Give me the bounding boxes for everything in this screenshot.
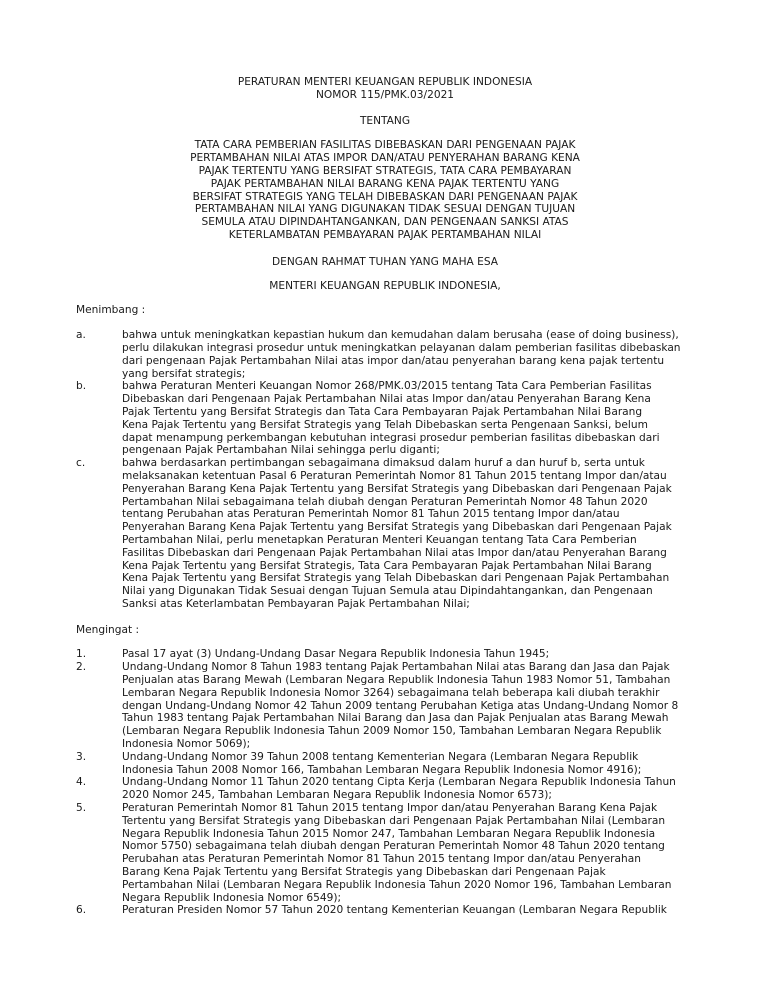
item-text-line: Sanksi atas Keterlambatan Pembayaran Pajak Pertambahan Nilai; bbox=[122, 597, 470, 610]
item-text-line: Tertentu yang Bersifat Strategis yang Dibebaskan dari Pengenaan Pajak Pertambahan Nilai (Lembaran bbox=[122, 814, 666, 827]
menimbang-item bbox=[0, 457, 770, 611]
item-text-line: perlu dilakukan integrasi prosedur untuk meningkatkan pelayanan dalam pemberian fasilitas dibebaskan bbox=[122, 341, 681, 354]
item-text-line: bahwa Peraturan Menteri Keuangan Nomor 268/PMK.03/2015 tentang Tata Cara Pemberian Fasilitas bbox=[122, 380, 652, 393]
menimbang-list bbox=[0, 329, 770, 611]
item-text-line: Perubahan atas Peraturan Pemerintah Nomor 81 Tahun 2015 tentang Impor dan/atau Penyerahan bbox=[122, 853, 641, 866]
menimbang-item bbox=[0, 329, 770, 380]
item-number: c. bbox=[76, 457, 86, 470]
regulation-subject bbox=[0, 139, 770, 241]
item-text-line: Peraturan Presiden Nomor 57 Tahun 2020 tentang Kementerian Keuangan (Lembaran Negara Republik bbox=[122, 904, 667, 917]
item-text-line: Lembaran Negara Republik Indonesia Nomor 3264) sebagaimana telah beberapa kali diubah terakhir bbox=[122, 686, 660, 699]
item-text-line: dengan Undang-Undang Nomor 42 Tahun 2009 tentang Perubahan Ketiga atas Undang-Undang Nomor 8 bbox=[122, 699, 679, 712]
title-line: PERATURAN MENTERI KEUANGAN REPUBLIK INDONESIA bbox=[237, 76, 533, 88]
item-text-line: Kena Pajak Tertentu yang Bersifat Strategis yang Telah Dibebaskan dari Pengenaan Pajak Pertambahan bbox=[122, 572, 670, 585]
item-text-line: pengenaan Pajak Pertambahan Nilai sehingga perlu diganti; bbox=[122, 444, 440, 457]
mengingat-item bbox=[0, 648, 770, 661]
tentang-heading: TENTANG bbox=[359, 114, 411, 127]
item-text-line: Penyerahan Barang Kena Pajak Tertentu yang Bersifat Strategis yang Dibebaskan dari Pengenaan Pajak bbox=[122, 482, 672, 495]
item-number: a. bbox=[76, 329, 86, 342]
item-text-line: Undang-Undang Nomor 39 Tahun 2008 tentang Kementerian Negara (Lembaran Negara Republik bbox=[122, 750, 639, 763]
subject-line: SEMULA ATAU DIPINDAHTANGANKAN, DAN PENGENAAN SANKSI ATAS bbox=[201, 216, 569, 229]
blessing-line: DENGAN RAHMAT TUHAN YANG MAHA ESA bbox=[271, 255, 499, 268]
item-text-line: Fasilitas Dibebaskan dari Pengenaan Pajak Pertambahan Nilai atas Impor dan/atau Penyerahan Barang bbox=[122, 546, 667, 559]
item-text-line: Penyerahan Barang Kena Pajak Tertentu yang Bersifat Strategis yang Dibebaskan dari Pengenaan Pajak bbox=[122, 521, 672, 534]
item-number: b. bbox=[76, 380, 87, 393]
mengingat-list bbox=[0, 648, 770, 917]
item-text-line: tentang Perubahan atas Peraturan Pemerintah Nomor 81 Tahun 2015 tentang Impor dan/atau bbox=[122, 508, 620, 521]
item-text-line: Pasal 17 ayat (3) Undang-Undang Dasar Negara Republik Indonesia Tahun 1945; bbox=[122, 648, 550, 661]
item-text-line: bahwa berdasarkan pertimbangan sebagaimana dimaksud dalam huruf a dan huruf b, serta untuk bbox=[122, 457, 645, 470]
subject-line: PAJAK PERTAMBAHAN NILAI BARANG KENA PAJAK TERTENTU YANG bbox=[210, 177, 560, 190]
subject-line: BERSIFAT STRATEGIS YANG TELAH DIBEBASKAN DARI PENGENAAN PAJAK bbox=[192, 190, 578, 203]
item-text-line: Pertambahan Nilai sebagaimana telah diubah dengan Peraturan Pemerintah Nomor 48 Tahun 2020 bbox=[122, 495, 648, 508]
item-text-line: Kena Pajak Tertentu yang Bersifat Strategis yang Telah Dibebaskan serta Pengenaan Sanksi, belum bbox=[122, 418, 648, 431]
menimbang-item bbox=[0, 380, 770, 457]
item-text-line: Tahun 1983 tentang Pajak Pertambahan Nilai Barang dan Jasa dan Pajak Penjualan atas Barang Mewah bbox=[122, 712, 669, 725]
item-text-line: Indonesia Nomor 5069); bbox=[122, 738, 251, 751]
item-number: 1. bbox=[76, 648, 87, 661]
subject-line: PERTAMBAHAN NILAI YANG DIGUNAKAN TIDAK SESUAI DENGAN TUJUAN bbox=[194, 203, 576, 216]
subject-line: KETERLAMBATAN PEMBAYARAN PAJAK PERTAMBAHAN NILAI bbox=[228, 228, 542, 241]
item-number: 5. bbox=[76, 802, 87, 815]
mengingat-item bbox=[0, 802, 770, 904]
subject-line: PAJAK TERTENTU YANG BERSIFAT STRATEGIS, TATA CARA PEMBAYARAN bbox=[198, 164, 572, 177]
menimbang-label: Menimbang : bbox=[76, 304, 146, 317]
item-text-line: Pertambahan Nilai, perlu menetapkan Peraturan Menteri Keuangan tentang Tata Cara Pemberian bbox=[122, 533, 637, 546]
item-text-line: Barang Kena Pajak Tertentu yang Bersifat Strategis yang Dibebaskan dari Pengenaan Pajak bbox=[122, 866, 606, 879]
item-text-line: 2020 Nomor 245, Tambahan Lembaran Negara Republik Indonesia Nomor 6573); bbox=[122, 789, 552, 802]
item-text-line: bahwa untuk meningkatkan kepastian hukum dan kemudahan dalam berusaha (ease of doing business), bbox=[122, 329, 679, 342]
item-text-line: Penjualan atas Barang Mewah (Lembaran Negara Republik Indonesia Tahun 1983 Nomor 51, Tambahan bbox=[122, 674, 671, 687]
item-number: 3. bbox=[76, 750, 87, 763]
item-text-line: Negara Republik Indonesia Nomor 6549); bbox=[122, 891, 342, 904]
item-text-line: Pajak Tertentu yang Bersifat Strategis dan Tata Cara Pembayaran Pajak Pertambahan Nilai Barang bbox=[122, 405, 643, 418]
item-text-line: Peraturan Pemerintah Nomor 81 Tahun 2015 tentang Impor dan/atau Penyerahan Barang Kena Pajak bbox=[122, 802, 658, 815]
subject-line: TATA CARA PEMBERIAN FASILITAS DIBEBASKAN DARI PENGENAAN PAJAK bbox=[194, 139, 576, 152]
regulation-number: NOMOR 115/PMK.03/2021 bbox=[315, 88, 455, 101]
subject-line: PERTAMBAHAN NILAI ATAS IMPOR DAN/ATAU PENYERAHAN BARANG KENA bbox=[190, 152, 580, 165]
item-text-line: dapat menampung perkembangan kebutuhan integrasi prosedur pemberian fasilitas dibebaskan dari bbox=[122, 431, 660, 444]
item-text-line: Negara Republik Indonesia Tahun 2015 Nomor 247, Tambahan Lembaran Negara Republik Indonesia bbox=[122, 827, 656, 840]
item-text-line: Undang-Undang Nomor 8 Tahun 1983 tentang Pajak Pertambahan Nilai atas Barang dan Jasa dan Pajak bbox=[122, 661, 670, 674]
item-text-line: Indonesia Tahun 2008 Nomor 166, Tambahan Lembaran Negara Republik Indonesia Nomor 4916); bbox=[122, 763, 642, 776]
item-text-line: Pertambahan Nilai (Lembaran Negara Republik Indonesia Tahun 2020 Nomor 196, Tambahan Lembaran bbox=[122, 878, 672, 891]
item-text-line: Undang-Undang Nomor 11 Tahun 2020 tentang Cipta Kerja (Lembaran Negara Republik Indonesia Tahun bbox=[122, 776, 676, 789]
mengingat-label: Mengingat : bbox=[76, 623, 140, 636]
mengingat-item bbox=[0, 776, 770, 802]
mengingat-item bbox=[0, 661, 770, 751]
item-text-line: yang bersifat strategis; bbox=[122, 367, 246, 380]
item-text-line: Nilai yang Digunakan Tidak Sesuai dengan Tujuan Semula atau Dipindahtangankan, dan Pengenaan bbox=[122, 585, 653, 598]
item-text-line: Kena Pajak Tertentu yang Bersifat Strategis, Tata Cara Pembayaran Pajak Pertambahan Nilai Barang bbox=[122, 559, 652, 572]
mengingat-item bbox=[0, 904, 770, 917]
minister-line: MENTERI KEUANGAN REPUBLIK INDONESIA, bbox=[269, 279, 501, 292]
item-text-line: (Lembaran Negara Republik Indonesia Tahun 2009 Nomor 150, Tambahan Lembaran Negara Republik bbox=[122, 725, 662, 738]
item-text-line: dari pengenaan Pajak Pertambahan Nilai atas impor dan/atau penyerahan barang kena pajak tertentu bbox=[122, 354, 665, 367]
regulation-title bbox=[0, 76, 770, 102]
item-number: 4. bbox=[76, 776, 87, 789]
item-text-line: Dibebaskan dari Pengenaan Pajak Pertambahan Nilai atas Impor dan/atau Penyerahan Barang Kena bbox=[122, 393, 651, 406]
item-text-line: melaksanakan ketentuan Pasal 6 Peraturan Pemerintah Nomor 81 Tahun 2015 tentang Impor dan/atau bbox=[122, 469, 667, 482]
item-text-line: Nomor 5750) sebagaimana telah diubah dengan Peraturan Pemerintah Nomor 48 Tahun 2020 tentang bbox=[122, 840, 665, 853]
item-number: 2. bbox=[76, 661, 87, 674]
item-number: 6. bbox=[76, 904, 87, 917]
mengingat-item bbox=[0, 751, 770, 777]
